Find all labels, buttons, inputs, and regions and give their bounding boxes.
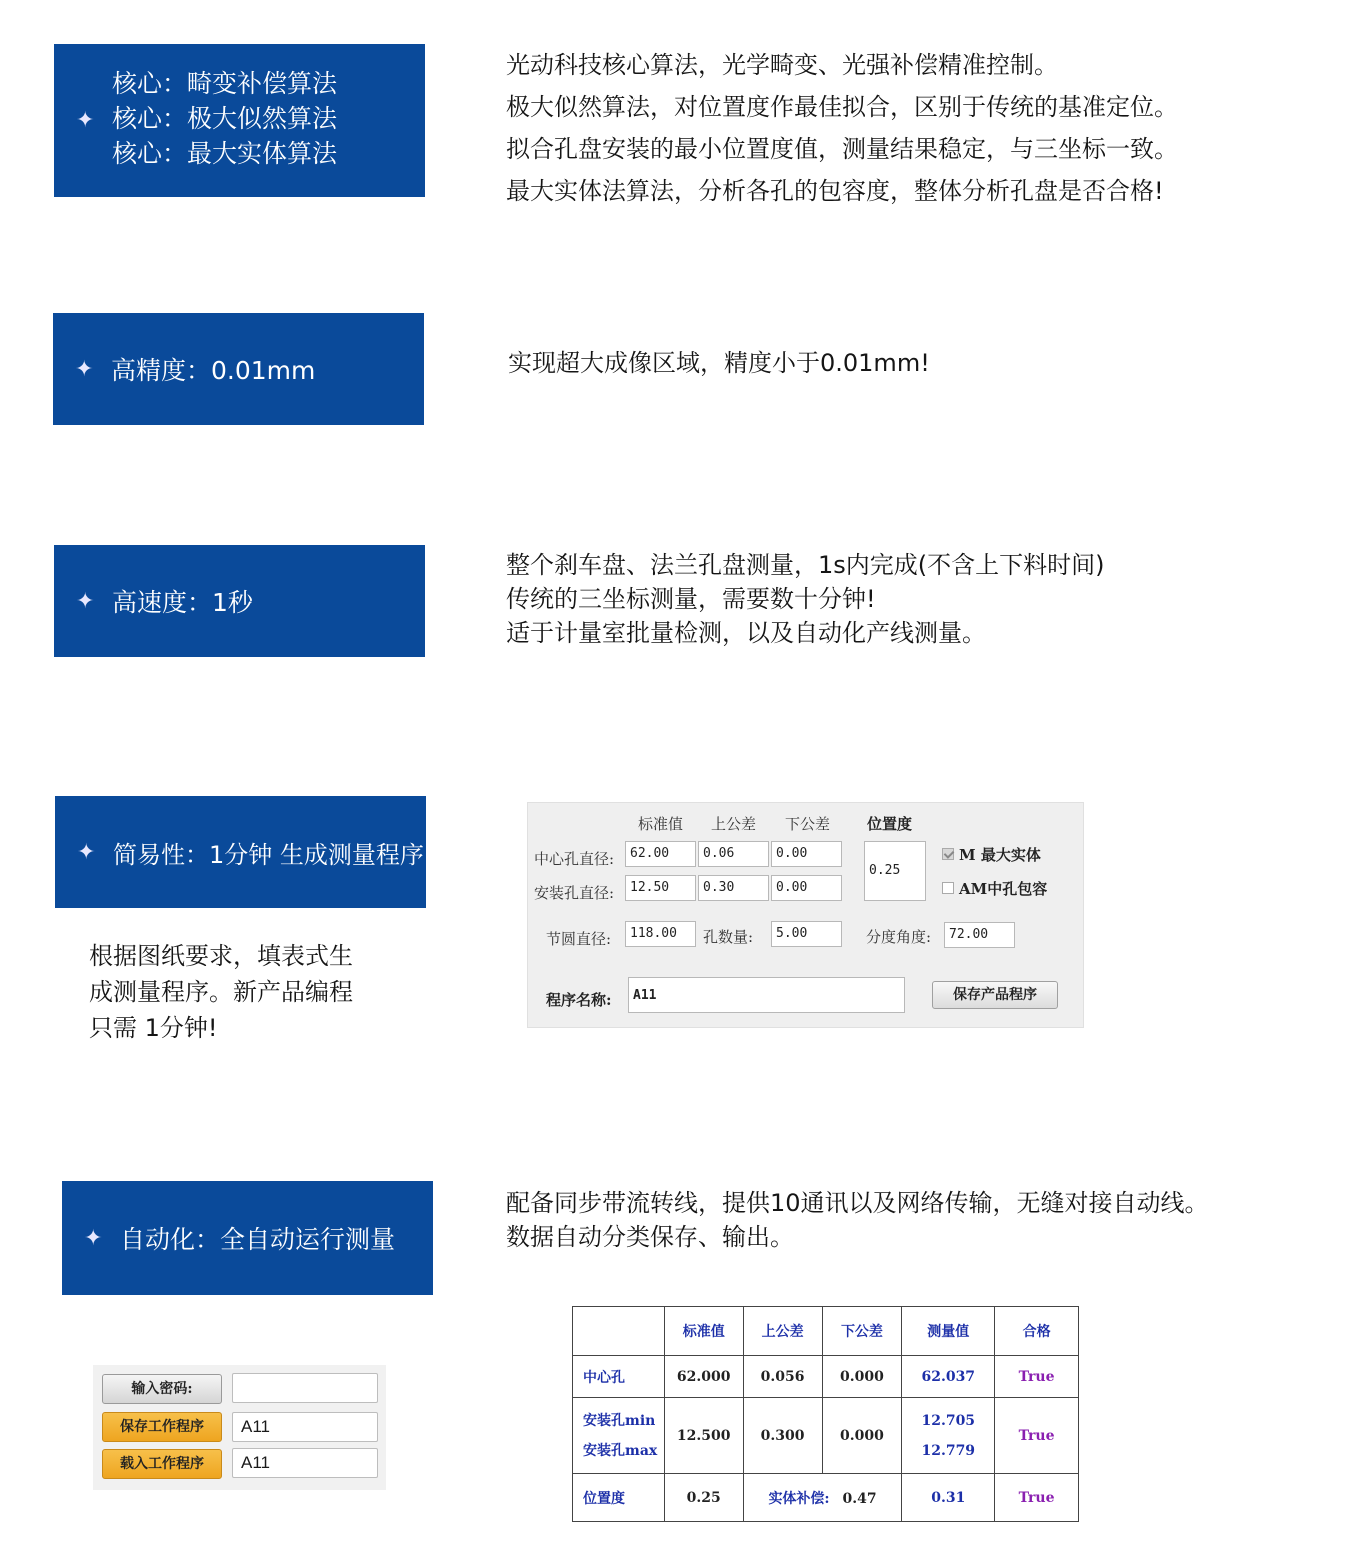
core-algorithm-item: 核心：最大实体算法 xyxy=(112,139,338,168)
table-header-row xyxy=(573,1307,1079,1356)
cell-measured xyxy=(902,1398,995,1474)
feature-box-simplicity xyxy=(55,796,426,908)
measurement-result-table xyxy=(572,1306,1079,1522)
table-row xyxy=(573,1356,1079,1398)
speed-title: 高速度：1秒 xyxy=(112,588,253,617)
header-position: 位置度 xyxy=(867,815,913,833)
cell-standard: 0.25 xyxy=(664,1474,743,1522)
cell-pass: True xyxy=(995,1356,1079,1398)
cell-pass: True xyxy=(995,1474,1079,1522)
am-center-checkbox[interactable] xyxy=(942,882,954,894)
description-line: 成测量程序。新产品编程 xyxy=(89,978,353,1006)
core-algorithm-description xyxy=(506,44,1178,212)
center-hole-lower-input[interactable]: 0.00 xyxy=(771,841,842,867)
max-material-label: M 最大实体 xyxy=(959,846,1041,864)
description-line: 根据图纸要求，填表式生 xyxy=(89,942,353,970)
load-work-program-button[interactable]: 载入工作程序 xyxy=(102,1449,222,1479)
cell-compensation xyxy=(743,1474,902,1522)
save-product-program-button[interactable]: 保存产品程序 xyxy=(932,981,1058,1009)
measured-min: 12.705 xyxy=(921,1412,976,1429)
header-standard: 标准值 xyxy=(638,815,684,833)
description-line: 光动科技核心算法，光学畸变、光强补偿精准控制。 xyxy=(506,51,1058,79)
automation-description xyxy=(506,1186,1209,1254)
precision-description xyxy=(508,346,930,380)
description-line: 实现超大成像区域，精度小于0.01mm! xyxy=(508,349,930,377)
simplicity-title: 简易性：1分钟 生成测量程序 xyxy=(113,840,424,869)
description-line: 极大似然算法，对位置度作最佳拟合，区别于传统的基准定位。 xyxy=(506,93,1178,121)
star-icon: ✦ xyxy=(84,1225,103,1251)
pitch-diameter-input[interactable]: 118.00 xyxy=(625,921,696,947)
automation-title: 自动化：全自动运行测量 xyxy=(120,1225,396,1254)
speed-description xyxy=(506,548,1105,650)
center-hole-label: 中心孔直径: xyxy=(534,850,615,868)
cell-upper: 0.056 xyxy=(743,1356,822,1398)
description-line: 传统的三坐标测量，需要数十分钟! xyxy=(506,585,876,613)
table-header-cell: 合格 xyxy=(995,1307,1079,1356)
save-work-program-button[interactable]: 保存工作程序 xyxy=(102,1412,222,1442)
cell-pass: True xyxy=(995,1398,1079,1474)
table-header-cell: 下公差 xyxy=(822,1307,902,1356)
description-line: 拟合孔盘安装的最小位置度值，测量结果稳定，与三坐标一致。 xyxy=(506,135,1178,163)
index-angle-label: 分度角度: xyxy=(866,928,932,946)
description-line: 适于计量室批量检测，以及自动化产线测量。 xyxy=(506,619,986,647)
description-line: 最大实体法算法，分析各孔的包容度，整体分析孔盘是否合格! xyxy=(506,177,1164,205)
position-tolerance-input[interactable]: 0.25 xyxy=(864,841,926,901)
save-program-name-input[interactable]: A11 xyxy=(232,1412,378,1442)
hole-count-input[interactable]: 5.00 xyxy=(771,921,842,947)
row-label: 中心孔 xyxy=(573,1356,665,1398)
load-program-name-input[interactable]: A11 xyxy=(232,1448,378,1478)
pitch-diameter-label: 节圆直径: xyxy=(546,930,612,948)
core-algorithm-item: 核心：极大似然算法 xyxy=(112,104,338,133)
password-input[interactable] xyxy=(232,1373,378,1403)
program-name-input[interactable]: A11 xyxy=(628,977,905,1013)
program-name-label: 程序名称: xyxy=(546,991,612,1009)
row-label xyxy=(573,1398,665,1474)
table-header-cell: 测量值 xyxy=(902,1307,995,1356)
am-center-label: AM中孔包容 xyxy=(959,880,1048,898)
precision-title: 高精度：0.01mm xyxy=(111,356,316,385)
star-icon: ✦ xyxy=(77,839,96,865)
header-lower-tolerance: 下公差 xyxy=(785,815,831,833)
row-label-max: 安装孔max xyxy=(583,1442,658,1459)
measured-max: 12.779 xyxy=(921,1442,976,1459)
table-header-cell: 上公差 xyxy=(743,1307,822,1356)
row-label: 位置度 xyxy=(573,1474,665,1522)
feature-box-automation xyxy=(62,1181,433,1295)
core-algorithm-list xyxy=(112,66,337,171)
mount-hole-label: 安装孔直径: xyxy=(534,884,615,902)
star-icon: ✦ xyxy=(76,588,95,614)
star-icon: ✦ xyxy=(75,356,94,382)
index-angle-input[interactable]: 72.00 xyxy=(944,922,1015,948)
table-header-cell: 标准值 xyxy=(664,1307,743,1356)
table-row xyxy=(573,1398,1079,1474)
max-material-checkbox[interactable] xyxy=(942,848,954,860)
core-algorithm-item: 核心：畸变补偿算法 xyxy=(112,69,338,98)
table-header-cell xyxy=(573,1307,665,1356)
mount-hole-standard-input[interactable]: 12.50 xyxy=(625,875,696,901)
description-line: 数据自动分类保存、输出。 xyxy=(506,1223,794,1251)
cell-lower: 0.000 xyxy=(822,1356,902,1398)
header-upper-tolerance: 上公差 xyxy=(711,815,757,833)
feature-box-speed xyxy=(54,545,425,657)
description-line: 整个刹车盘、法兰孔盘测量，1s内完成(不含上下料时间) xyxy=(506,551,1105,579)
cell-measured: 62.037 xyxy=(902,1356,995,1398)
mount-hole-upper-input[interactable]: 0.30 xyxy=(698,875,769,901)
cell-measured: 0.31 xyxy=(902,1474,995,1522)
feature-box-precision xyxy=(53,313,424,425)
row-label-min: 安装孔min xyxy=(583,1412,656,1429)
hole-count-label: 孔数量: xyxy=(703,928,754,946)
enter-password-button[interactable]: 输入密码: xyxy=(102,1374,222,1404)
feature-box-core-algorithms xyxy=(54,44,425,197)
table-row xyxy=(573,1474,1079,1522)
simplicity-description xyxy=(89,938,353,1046)
center-hole-upper-input[interactable]: 0.06 xyxy=(698,841,769,867)
cell-lower: 0.000 xyxy=(822,1398,902,1474)
compensation-value: 0.47 xyxy=(842,1490,877,1507)
mount-hole-lower-input[interactable]: 0.00 xyxy=(771,875,842,901)
compensation-label: 实体补偿: xyxy=(768,1490,830,1507)
cell-standard: 12.500 xyxy=(664,1398,743,1474)
description-line: 只需 1分钟! xyxy=(89,1014,218,1042)
star-icon: ✦ xyxy=(76,108,95,133)
cell-upper: 0.300 xyxy=(743,1398,822,1474)
cell-standard: 62.000 xyxy=(664,1356,743,1398)
description-line: 配备同步带流转线，提供10通讯以及网络传输，无缝对接自动线。 xyxy=(506,1189,1209,1217)
center-hole-standard-input[interactable]: 62.00 xyxy=(625,841,696,867)
program-form-panel xyxy=(527,802,1084,1028)
work-program-panel xyxy=(93,1365,386,1490)
